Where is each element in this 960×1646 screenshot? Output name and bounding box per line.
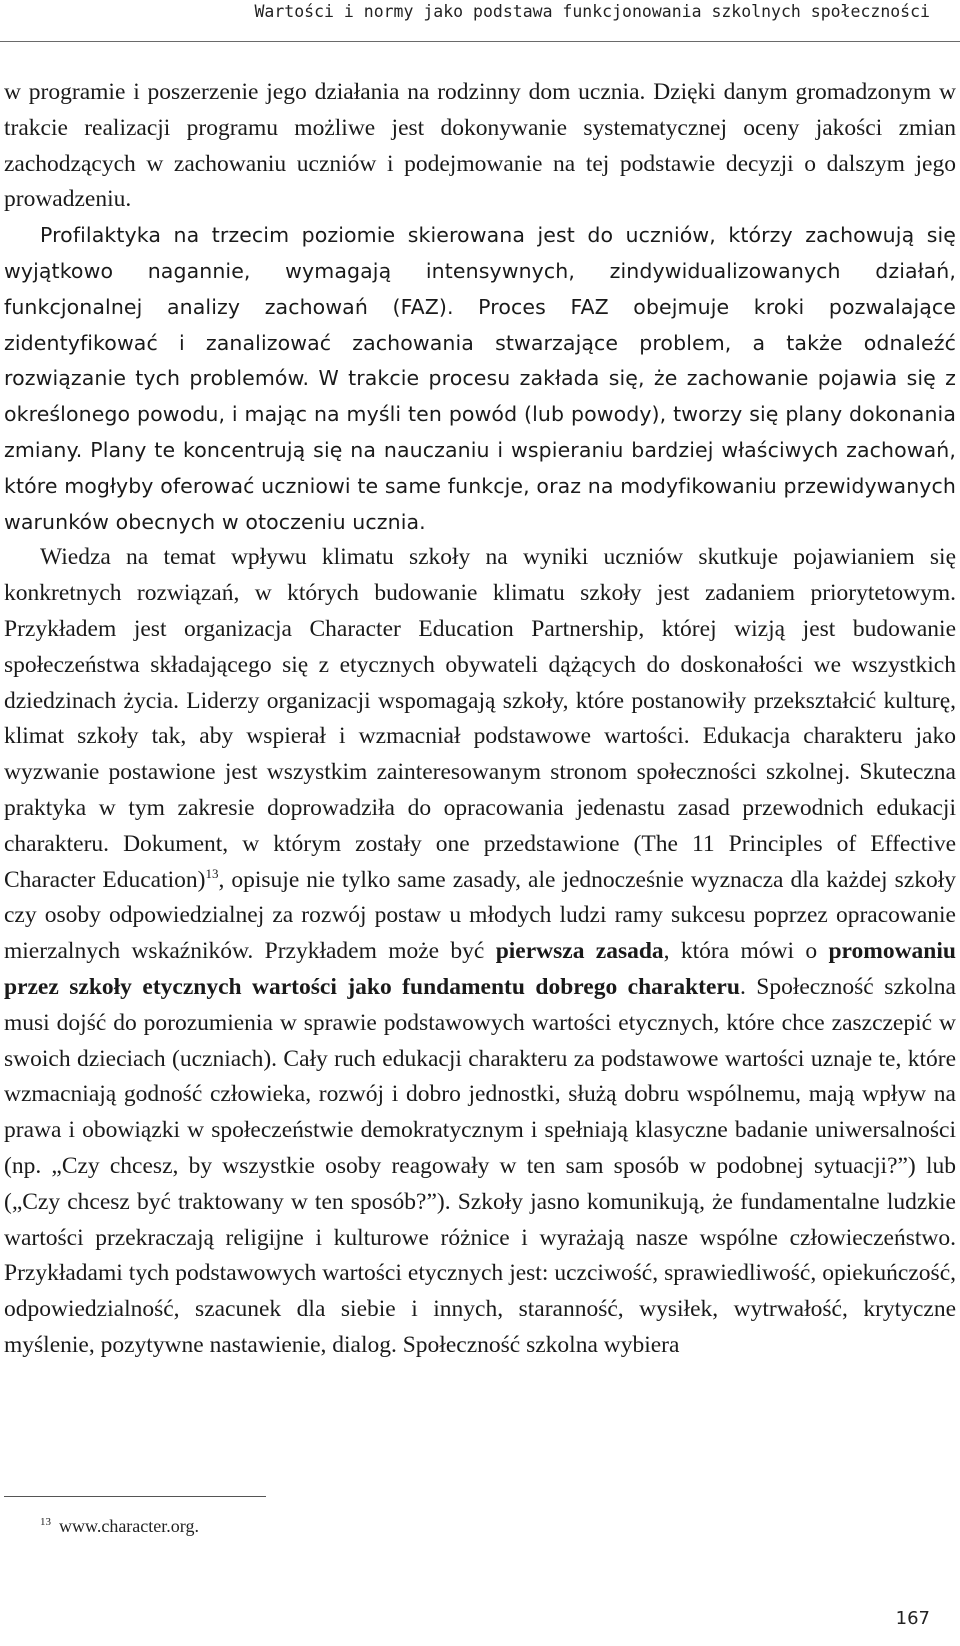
bold-principle-statement: promowaniu przez szkoły etycznych wartości jako fundamentu dobrego charakteru <box>4 938 956 1000</box>
header-divider <box>0 41 960 42</box>
bold-first-principle: pierwsza zasada <box>495 938 664 965</box>
body-text <box>4 75 956 1364</box>
paragraph-2: Profilaktyka na trzecim poziomie skierowana jest do uczniów, którzy zachowują się wyjątkowo nagannie, wymagają intensywnych, zindywidualizowanych działań, funkcjonalnej analizy zachowań (FAZ). Proces FAZ obejmuje kroki pozwalające zidentyfikować i zanalizować zachowania stwarzające problem, a także odnaleźć rozwiązanie tych problemów. W trakcie procesu zakłada się, że zachowanie pojawia się z określonego powodu, i mając na myśli ten powód (lub powody), tworzy się plany dokonania zmiany. Plany te koncentrują się na nauczaniu i wspieraniu bardziej właściwych zachowań, które mogłyby oferować uczniowi te same funkcje, oraz na modyfikowaniu przewidywanych warunków obecnych w otoczeniu ucznia. <box>4 223 956 534</box>
paragraph-3-part-c: , która mówi o <box>663 938 829 965</box>
footnote-divider <box>4 1496 266 1497</box>
page-number: 167 <box>895 1608 930 1629</box>
paragraph-3-part-d: . Społeczność szkolna musi dojść do porozumienia w sprawie podstawowych wartości etycznych, które chce zaszczepić w swoich dzieciach (uczniach). Cały ruch edukacji charakteru za podstawowe wartości uznaje te, które wzmacniają godność człowieka, rozwój i dobro jednostki, służą dobru wspólnemu, mają wpływ na prawa i obowiązki w społeczeństwie demokratycznym i spełniają klasyczne badanie uniwersalności (np. „Czy chcesz, by wszystkie osoby reagowały w ten sam sposób w podobnej sytuacji?”) lub („Czy chcesz być traktowany w ten sposób?”). Szkoły jasno komunikują, że fundamentalne ludzkie wartości przekraczają religijne i kulturowe różnice i wyrażają nasze wspólne człowieczeństwo. Przykładami tych podstawowych wartości etycznych jest: uczciwość, sprawiedliwość, opiekuńczość, odpowiedzialność, szacunek dla siebie i innych, staranność, wysiłek, wytrwałość, krytyczne myślenie, pozytywne nastawienie, dialog. Społeczność szkolna wybiera <box>4 973 956 1358</box>
paragraph-3 <box>4 540 956 1363</box>
paragraph-3-part-a: Wiedza na temat wpływu klimatu szkoły na wyniki uczniów skutkuje pojawianiem się konkretnych rozwiązań, w których budowanie klimatu szkoły jest zadaniem priorytetowym. Przykładem jest organizacja Character Education Partnership, której wizją jest budowanie społeczeństwa składającego się z etycznych obywateli dążących do doskonałości we wszystkich dziedzinach życia. Liderzy organizacji wspomagają szkoły, które postanowiły przekształcić kulturę, klimat szkoły tak, aby wspierał i wzmacniał podstawowe wartości. Edukacja charakteru jako wyzwanie postawione jest wszystkim zainteresowanym stronom społeczności szkolnej. Skuteczna praktyka w tym zakresie doprowadziła do opracowania jedenastu zasad przewodnich edukacji charakteru. Dokument, w którym zostały one przedstawione (The 11 Principles of Effective Character Education) <box>4 544 956 893</box>
footnote-text: www.character.org. <box>59 1516 199 1536</box>
footnote-reference: 13 <box>205 865 219 881</box>
running-header: Wartości i normy jako podstawa funkcjonowania szkolnych społeczności <box>254 2 930 21</box>
footnote-marker: 13 <box>40 1516 51 1528</box>
footnote <box>40 1510 199 1538</box>
paragraph-1: w programie i poszerzenie jego działania na rodzinny dom ucznia. Dzięki danym gromadzonym w trakcie realizacji programu możliwe jest dokonywanie systematycznej oceny jakości zmian zachodzących w zachowaniu uczniów i podejmowanie na tej podstawie decyzji o dalszym jego prowadzeniu. <box>4 79 956 213</box>
paragraph-3-part-b: , opisuje nie tylko same zasady, ale jednocześnie wyznacza dla każdej szkoły czy osoby odpowiedzialnej za rozwój postaw u młodych ludzi ramy sukcesu poprzez opracowanie mierzalnych wskaźników. Przykładem może być <box>4 866 956 965</box>
